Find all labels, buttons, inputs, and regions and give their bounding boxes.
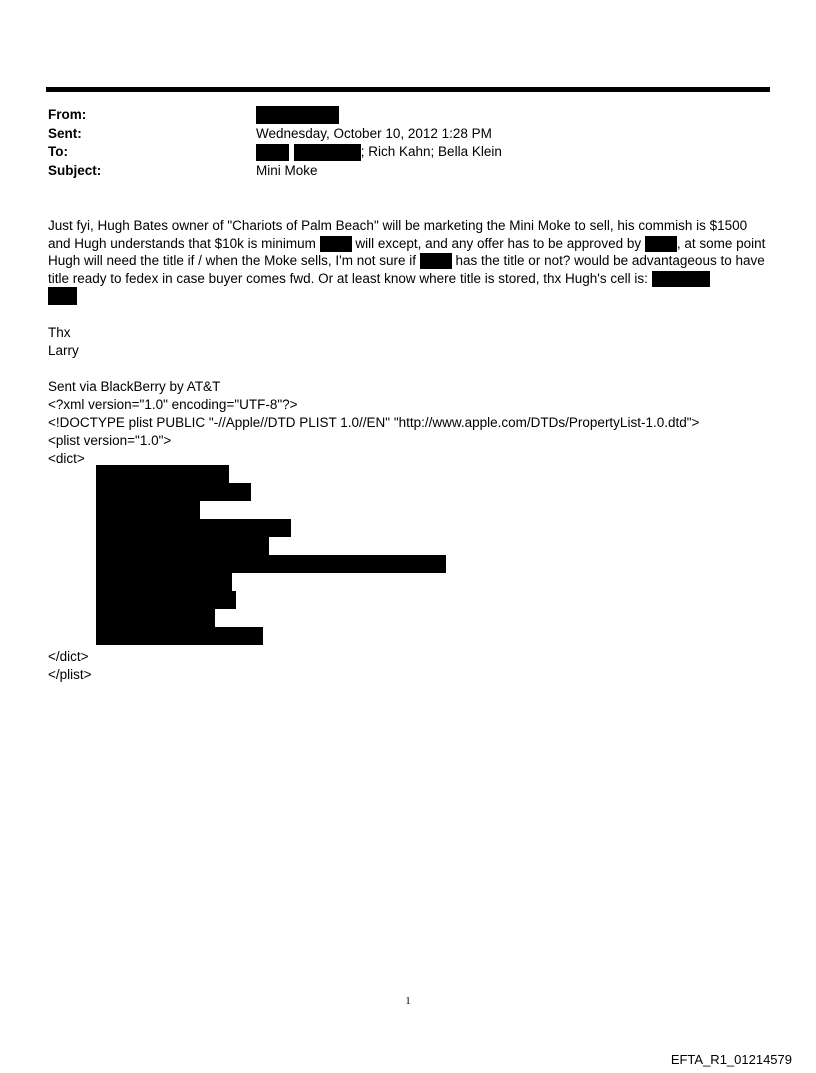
- redaction-block: [96, 537, 269, 555]
- redaction-block: [420, 253, 452, 269]
- header-rule: [46, 87, 770, 92]
- xml-doctype: <!DOCTYPE plist PUBLIC "-//Apple//DTD PLIST 1.0//EN" "http://www.apple.com/DTDs/PropertyList-1.0.dtd">: [48, 415, 700, 430]
- xml-plist-open: <plist version="1.0">: [48, 433, 172, 448]
- message-body: [48, 217, 766, 305]
- page-number: 1: [405, 995, 411, 1007]
- to-label: To:: [48, 144, 68, 159]
- redaction-block: [96, 627, 263, 645]
- sent-label: Sent:: [48, 126, 82, 141]
- redaction-block: [96, 501, 200, 519]
- closing-thx: Thx: [48, 325, 71, 340]
- redaction-block: [320, 236, 352, 252]
- to-value: [256, 143, 502, 161]
- sent-value: Wednesday, October 10, 2012 1:28 PM: [256, 126, 492, 141]
- redaction-block: [652, 271, 710, 287]
- closing-name: Larry: [48, 343, 79, 358]
- from-label: From:: [48, 107, 87, 122]
- redaction-block: [96, 609, 215, 627]
- redaction-block: [96, 483, 251, 501]
- to-recipients: ; Rich Kahn; Bella Klein: [360, 144, 502, 159]
- redaction-block: [96, 573, 232, 591]
- redaction-block: [96, 519, 291, 537]
- xml-dict-open: <dict>: [48, 451, 85, 466]
- subject-label: Subject:: [48, 163, 102, 178]
- redaction-block: [96, 591, 236, 609]
- redaction-block: [256, 144, 289, 161]
- redaction-block: [294, 144, 361, 161]
- redaction-block: [256, 106, 339, 124]
- xml-plist-close: </plist>: [48, 667, 92, 682]
- message-paragraph: Just fyi, Hugh Bates owner of "Chariots of Palm Beach" will be marketing the Mini Moke to sell, his commish is $1500 and Hugh understands that $10k is minimum will except, and any offer has to be approved by , at some point Hugh will need the title if / when the Moke sells, I'm not sure if has the title or not? would be advantageous to have title ready to fedex in case buyer comes fwd. Or at least know where title is stored, thx Hugh's cell is:: [48, 217, 766, 305]
- from-value: [256, 106, 339, 124]
- redaction-block: [96, 465, 229, 483]
- redaction-block: [48, 287, 77, 305]
- signature-line: Sent via BlackBerry by AT&T: [48, 379, 221, 394]
- document-id: EFTA_R1_01214579: [670, 1052, 792, 1067]
- redaction-block: [96, 555, 446, 573]
- redaction-block: [645, 236, 677, 252]
- xml-declaration: <?xml version="1.0" encoding="UTF-8"?>: [48, 397, 298, 412]
- subject-value: Mini Moke: [256, 163, 318, 178]
- xml-dict-close: </dict>: [48, 649, 89, 664]
